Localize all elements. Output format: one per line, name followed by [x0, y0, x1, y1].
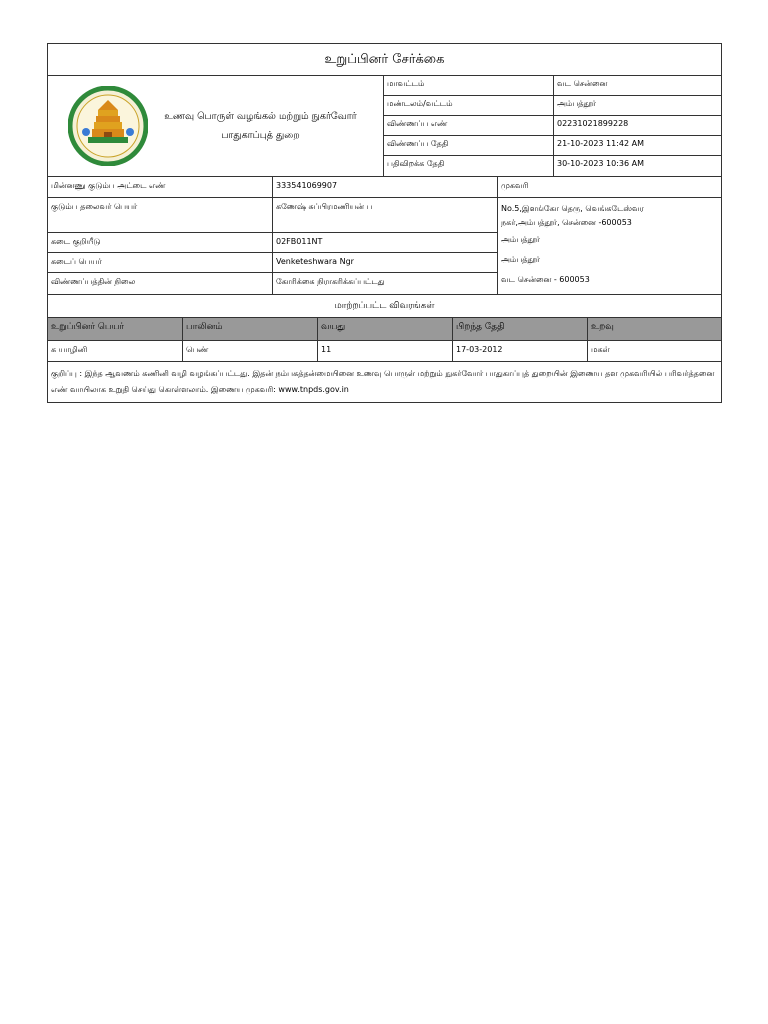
column-age: வயது: [318, 318, 453, 340]
shop-code-value: 02FB011NT: [276, 237, 323, 246]
department-block: [48, 76, 384, 176]
smart-card-value: 333541069907: [276, 181, 338, 190]
department-line-2: பாதுகாப்புத் துறை: [221, 130, 300, 141]
tamil-nadu-emblem-icon: [68, 86, 148, 166]
family-head-label: குடும்ப தலைவர் பெயர்: [48, 198, 273, 232]
smart-card-label: மின்னணு குடும்ப அட்டை எண்: [48, 177, 273, 197]
column-member-name: உறுப்பினர் பெயர்: [48, 318, 183, 340]
address-label: முகவரி: [498, 177, 721, 198]
column-relation: உறவு: [591, 322, 614, 332]
zone-label: மண்டலம்/வட்டம்: [384, 96, 554, 115]
member-name-cell: க யாழினி: [48, 341, 183, 361]
address-line-3: அம்பத்தூர்: [501, 235, 541, 244]
table-row: [48, 341, 721, 362]
download-date-value: 30-10-2023 10:36 AM: [557, 159, 645, 168]
address-line-5: வட சென்னை - 600053: [501, 275, 590, 284]
district-row: [384, 76, 721, 96]
application-date-value: 21-10-2023 11:42 AM: [557, 139, 645, 148]
member-addition-document: [47, 43, 722, 403]
column-gender: பாலினம்: [183, 318, 318, 340]
verification-note: குறிப்பு : இந்த ஆவணம் கணினி வழி வழங்கப்பட்டது. இதன் நம்பகத்தன்மையினை உணவு பொருள் மற்றும் நுகர்வோர் பாதுகாப்புத் துறையின் இணைய தள முகவரியில் பரிவர்த்தனை எண் வாயிலாக உறுதி செய்து கொள்ளலாம். இணைய முகவரி: www.tnpds.gov.in: [51, 369, 715, 394]
application-status-label: விண்ணப்பத்தின் நிலை: [48, 273, 273, 294]
shop-name-row: [48, 253, 497, 273]
card-info-fields: [48, 177, 498, 294]
family-head-row: [48, 198, 497, 233]
address-block: [498, 177, 721, 294]
application-date-label: விண்ணப்ப தேதி: [384, 136, 554, 155]
zone-row: [384, 96, 721, 116]
application-number-value: 02231021899228: [557, 119, 629, 128]
address-line-1: No.5,இளங்கோ தெரு, வெங்கடேஸ்வர: [501, 204, 644, 213]
application-details: [384, 76, 721, 176]
smart-card-row: [48, 177, 497, 198]
district-value: வட சென்னை: [557, 79, 608, 88]
age-cell: 11: [318, 341, 453, 361]
gender-cell: பெண்: [183, 341, 318, 361]
address-line-2: நகர்,அம்பத்தூர், சென்னை -600053: [501, 218, 632, 227]
members-table-header: [48, 318, 721, 341]
column-birth-date: பிறந்த தேதி: [453, 318, 588, 340]
download-date-label: பதிவிறக்க தேதி: [384, 156, 554, 176]
address-lines: [498, 198, 721, 289]
download-date-row: [384, 156, 721, 176]
shop-code-row: [48, 233, 497, 253]
application-number-row: [384, 116, 721, 136]
changes-title: மாற்றப்பட்ட விவரங்கள்: [48, 295, 721, 318]
shop-name-value: Venketeshwara Ngr: [276, 257, 354, 266]
zone-value: அம்பத்தூர்: [557, 99, 597, 108]
card-info-section: [48, 177, 721, 295]
department-name: [148, 107, 383, 145]
document-header: [48, 76, 721, 177]
application-status-value: கோரிக்கை நிராகரிக்கப்பட்டது: [276, 277, 385, 286]
document-title: உறுப்பினர் சேர்க்கை: [48, 44, 721, 76]
relation-cell: மகள்: [591, 345, 610, 354]
district-label: மாவட்டம்: [384, 76, 554, 95]
application-status-row: [48, 273, 497, 294]
department-line-1: உணவு பொருள் வழங்கல் மற்றும் நுகர்வோர்: [164, 111, 357, 122]
address-line-4: அம்பத்தூர்: [501, 255, 541, 264]
application-date-row: [384, 136, 721, 156]
family-head-value: கணேஷ் சுப்பிரமணியன் ப: [276, 202, 373, 211]
shop-code-label: கடை குறியீடு: [48, 233, 273, 252]
shop-name-label: கடைப் பெயர்: [48, 253, 273, 272]
birth-date-cell: 17-03-2012: [453, 341, 588, 361]
application-number-label: விண்ணப்ப எண்: [384, 116, 554, 135]
